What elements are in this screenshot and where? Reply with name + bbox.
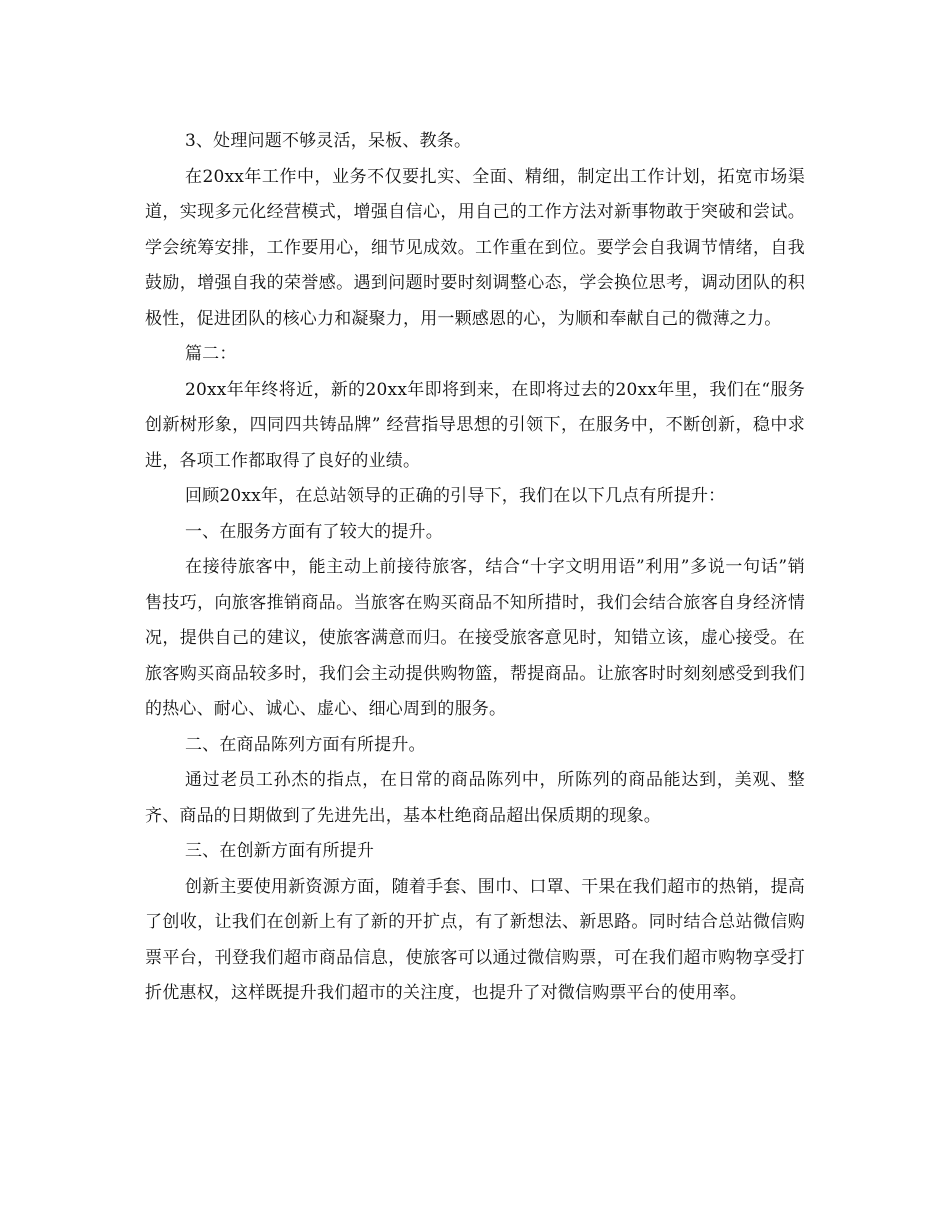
- heading-display: 二、在商品陈列方面有所提升。: [184, 734, 426, 755]
- heading-service: 一、在服务方面有了较大的提升。: [184, 521, 443, 542]
- paragraph-year-end: 20xx年年终将近，新的20xx年即将到来，在即将过去的20xx年里，我们在“服务创新树形象，四同四共铸品牌” 经营指导思想的引领下，在服务中，不断创新，稳中求进，各项工作都取得了良好的业绩。: [145, 379, 805, 471]
- section-heading-part-two: 篇二：: [184, 344, 237, 364]
- paragraph-item-3: 3、处理问题不够灵活，呆板、教条。: [184, 131, 472, 151]
- paragraph-service: 在接待旅客中，能主动上前接待旅客，结合“十字文明用语”利用”多说一句话”销售技巧，向旅客推销商品。当旅客在购买商品不知所措时，我们会结合旅客自身经济情况，提供自己的建议，使旅客满意而归。在接受旅客意见时，知错立该，虚心接受。在旅客购买商品较多时，我们会主动提供购物篮，帮提商品。让旅客时时刻刻感受到我们的热心、耐心、诚心、虚心、细心周到的服务。: [145, 557, 805, 719]
- paragraph-review: 回顾20xx年，在总站领导的正确的引导下，我们在以下几点有所提升：: [184, 486, 726, 506]
- paragraph-work-plan: 在20xx年工作中，业务不仅要扎实、全面、精细，制定出工作计划，拓宽市场渠道，实现多元化经营模式，增强自信心，用自己的工作方法对新事物敢于突破和尝试。学会统筹安排，工作要用心，细节见成效。工作重在到位。要学会自我调节情绪，自我鼓励，增强自我的荣誉感。遇到问题时要时刻调整心态，学会换位思考，调动团队的积极性，促进团队的核心力和凝聚力，用一颗感恩的心，为顺和奉献自己的微薄之力。: [145, 166, 805, 329]
- document-body: [145, 124, 805, 1012]
- heading-innovation: 三、在创新方面有所提升: [184, 841, 375, 861]
- paragraph-innovation: 创新主要使用新资源方面，随着手套、围巾、口罩、干果在我们超市的热销，提高了创收，让我们在创新上有了新的开扩点，有了新想法、新思路。同时结合总站微信购票平台，刊登我们超市商品信息，使旅客可以通过微信购票，可在我们超市购物享受打折优惠权，这样既提升我们超市的关注度，也提升了对微信购票平台的使用率。: [145, 876, 805, 1003]
- paragraph-display: 通过老员工孙杰的指点，在日常的商品陈列中，所陈列的商品能达到，美观、整齐、商品的日期做到了先进先出，基本杜绝商品超出保质期的现象。: [145, 770, 805, 826]
